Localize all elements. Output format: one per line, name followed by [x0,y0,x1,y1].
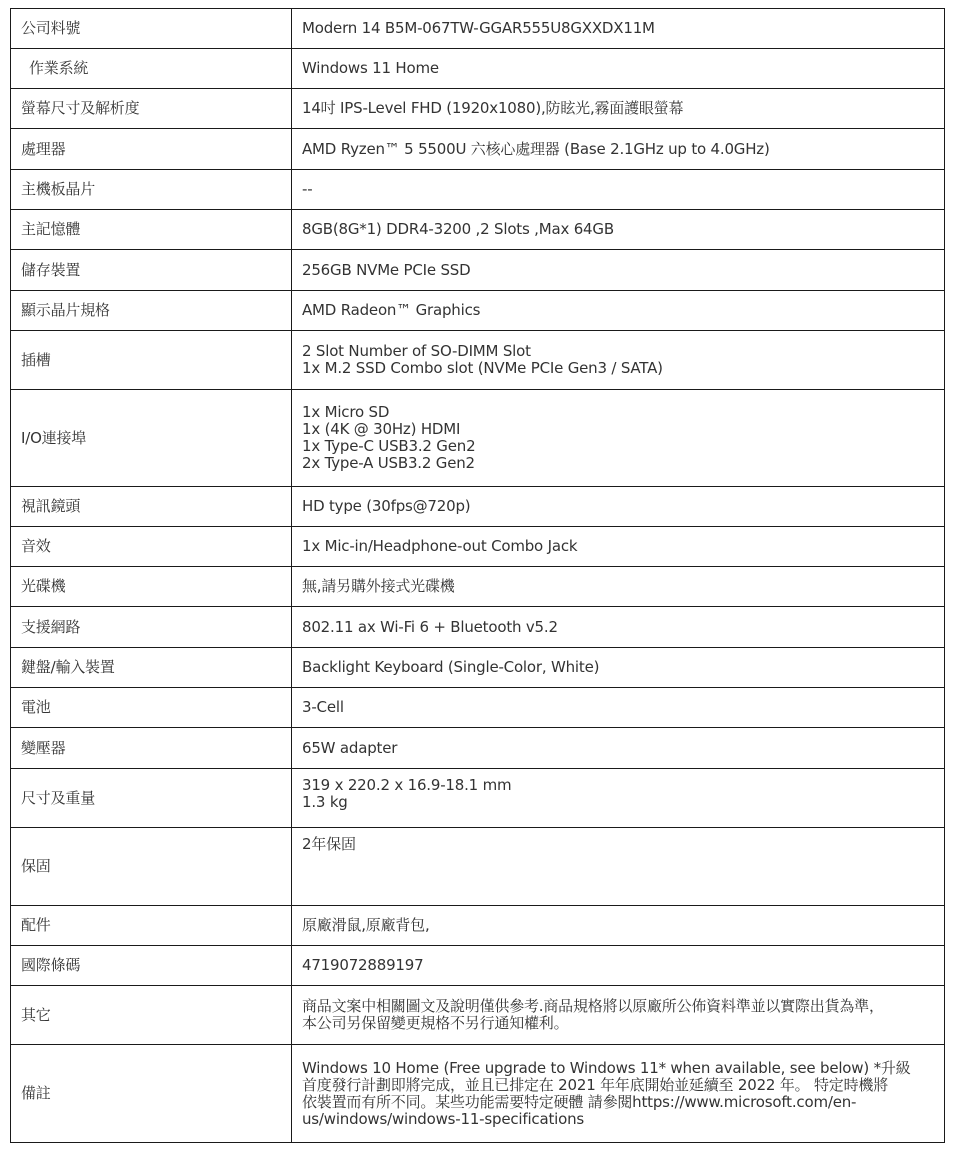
table-row [11,607,945,648]
table-row [11,648,945,688]
table-row [11,567,945,607]
row-value: 2 Slot Number of SO-DIMM Slot 1x M.2 SSD Combo slot (NVMe PCIe Gen3 / SATA) [292,331,945,390]
spec-table [10,8,945,1143]
row-value: AMD Radeon™ Graphics [292,291,945,331]
table-row [11,250,945,291]
row-label: 光碟機 [11,567,292,607]
table-row [11,769,945,828]
row-value: 802.11 ax Wi-Fi 6 + Bluetooth v5.2 [292,607,945,648]
row-value: Windows 11 Home [292,49,945,89]
table-row [11,89,945,129]
row-label: I/O連接埠 [11,390,292,487]
row-value: 2年保固 [292,828,945,906]
table-row [11,390,945,487]
row-label: 其它 [11,986,292,1045]
row-value: 14吋 IPS-Level FHD (1920x1080),防眩光,霧面護眼螢幕 [292,89,945,129]
row-label: 主機板晶片 [11,170,292,210]
row-label: 公司料號 [11,9,292,49]
row-value: Backlight Keyboard (Single-Color, White) [292,648,945,688]
table-row [11,129,945,170]
row-value: AMD Ryzen™ 5 5500U 六核心處理器 (Base 2.1GHz up to 4.0GHz) [292,129,945,170]
row-label: 作業系統 [11,49,292,89]
row-label: 變壓器 [11,728,292,769]
row-label: 尺寸及重量 [11,769,292,828]
table-row [11,291,945,331]
row-label: 電池 [11,688,292,728]
table-row [11,1045,945,1143]
row-value: 8GB(8G*1) DDR4-3200 ,2 Slots ,Max 64GB [292,210,945,250]
table-row [11,9,945,49]
row-label: 螢幕尺寸及解析度 [11,89,292,129]
row-label: 國際條碼 [11,946,292,986]
row-value: HD type (30fps@720p) [292,487,945,527]
row-value: 無,請另購外接式光碟機 [292,567,945,607]
row-value: 商品文案中相關圖文及說明僅供參考.商品規格將以原廠所公佈資料準並以實際出貨為準， 本公司另保留變更規格不另行通知權利。 [292,986,945,1045]
row-value: 原廠滑鼠,原廠背包, [292,906,945,946]
table-row [11,986,945,1045]
table-row [11,170,945,210]
row-label: 儲存裝置 [11,250,292,291]
row-value: 319 x 220.2 x 16.9-18.1 mm 1.3 kg [292,769,945,828]
row-label: 處理器 [11,129,292,170]
row-value: 65W adapter [292,728,945,769]
table-row [11,728,945,769]
row-label: 保固 [11,828,292,906]
table-row [11,49,945,89]
row-value: Windows 10 Home (Free upgrade to Windows 11* when available, see below) *升級 首度發行計劃即將完成，並且已排定在 2021 年年底開始並延續至 2022 年。 特定時機將 依裝置而有所不同。某些功能需要特定硬體 請參閱https://www.microsoft.com/en- us/windows/windows-11-specifications [292,1045,945,1143]
row-label: 鍵盤/輸入裝置 [11,648,292,688]
row-value: 3-Cell [292,688,945,728]
row-value: 256GB NVMe PCIe SSD [292,250,945,291]
row-value: 1x Mic-in/Headphone-out Combo Jack [292,527,945,567]
row-value: -- [292,170,945,210]
row-label: 視訊鏡頭 [11,487,292,527]
row-label: 主記憶體 [11,210,292,250]
row-label: 備註 [11,1045,292,1143]
table-row [11,828,945,906]
table-row [11,210,945,250]
table-row [11,527,945,567]
row-label: 顯示晶片規格 [11,291,292,331]
table-row [11,906,945,946]
table-row [11,946,945,986]
table-row [11,487,945,527]
row-value: 4719072889197 [292,946,945,986]
row-label: 插槽 [11,331,292,390]
row-label: 配件 [11,906,292,946]
table-row [11,688,945,728]
table-row [11,331,945,390]
row-value: Modern 14 B5M-067TW-GGAR555U8GXXDX11M [292,9,945,49]
row-label: 音效 [11,527,292,567]
row-label: 支援網路 [11,607,292,648]
row-value: 1x Micro SD 1x (4K @ 30Hz) HDMI 1x Type-C USB3.2 Gen2 2x Type-A USB3.2 Gen2 [292,390,945,487]
